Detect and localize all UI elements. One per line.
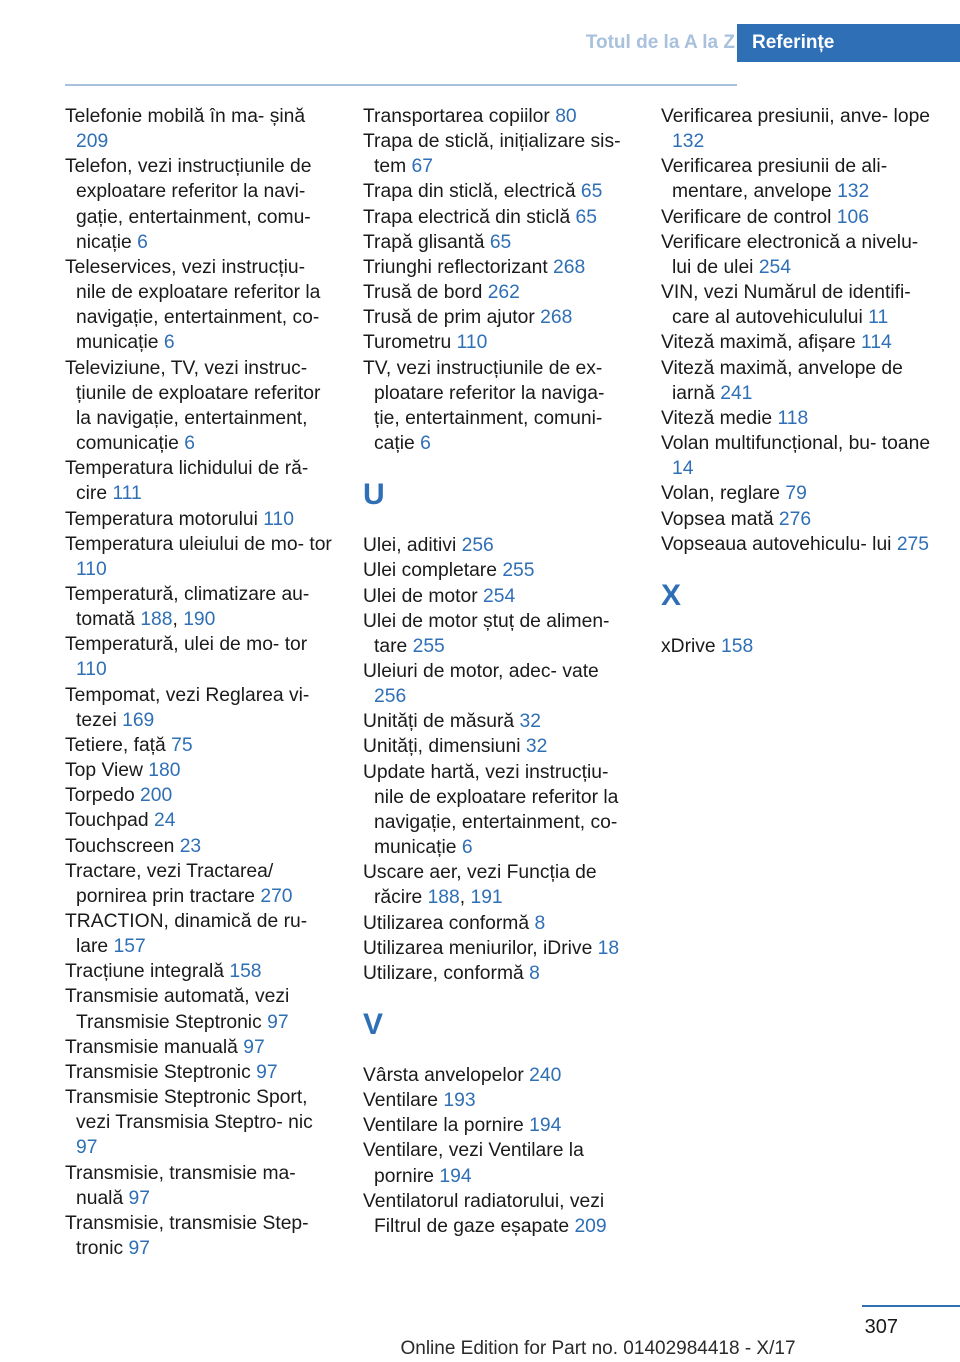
index-entry	[65, 1060, 335, 1085]
page-reference-link[interactable]: 268	[553, 256, 586, 278]
index-entry	[661, 507, 931, 532]
index-entry-term: Triunghi reflectorizant	[363, 256, 554, 278]
index-entry-term: Uscare aer, vezi Funcția de răcire	[363, 862, 597, 909]
index-entry-term: Vopsea mată	[661, 508, 779, 530]
page-reference-link[interactable]: 18	[597, 937, 620, 959]
index-entry-term: Trusă de bord	[363, 282, 488, 304]
index-entry-term: Verificarea presiunii, anve‐ lope	[661, 106, 931, 127]
index-entry-term: Utilizarea meniurilor, iDrive	[363, 937, 598, 959]
index-entry-term: Transmisie Steptronic Sport, vezi Transmisia Steptro‐ nic	[65, 1087, 313, 1134]
index-entry	[363, 356, 633, 457]
page-reference-link[interactable]: 240	[529, 1065, 562, 1086]
page-reference-link[interactable]: 157	[113, 936, 146, 958]
index-entry-term: Transmisie Steptronic	[65, 1061, 257, 1083]
page-reference-link[interactable]: 97	[243, 1036, 265, 1058]
index-entry	[363, 584, 633, 609]
header-chapter-tab: Referințe	[737, 24, 960, 62]
page-reference-link[interactable]: 97	[128, 1238, 150, 1260]
page-header	[0, 24, 960, 62]
page-reference-link[interactable]: 191	[470, 887, 503, 909]
index-entry-term: Teleservices, vezi instrucțiu‐ nile de exploatare referitor la navigație, entertainment, co‐ municație	[65, 256, 321, 354]
index-entry	[661, 356, 931, 406]
page-reference-link[interactable]: 268	[540, 307, 573, 329]
header-section-title: Totul de la A la Z	[585, 32, 735, 53]
page-reference-link[interactable]: 256	[374, 686, 407, 708]
index-entry	[363, 280, 633, 305]
index-entry-term: Turometru	[363, 332, 457, 354]
index-entry-term: Trusă de prim ajutor	[363, 307, 541, 329]
page-reference-link[interactable]: 111	[112, 483, 142, 505]
header-rule	[65, 84, 737, 86]
page-reference-link[interactable]: 110	[76, 659, 107, 681]
page-reference-link[interactable]: 110	[263, 508, 295, 530]
index-entry-term: Transmisie, transmisie ma‐ nuală	[65, 1162, 296, 1209]
page-reference-link[interactable]: 118	[777, 407, 809, 429]
page-reference-link[interactable]: 14	[672, 458, 694, 480]
page-reference-link[interactable]: 32	[525, 736, 548, 758]
index-entry-term: Ulei de motor ștuț de alimen‐ tare	[363, 610, 610, 657]
index-entry-term: Tetiere, față	[65, 734, 172, 756]
index-entry	[363, 558, 633, 583]
page-reference-link[interactable]: 270	[260, 885, 293, 907]
index-entry-term: xDrive	[661, 635, 721, 657]
index-entry	[661, 330, 931, 355]
page-reference-link[interactable]: 97	[128, 1187, 150, 1209]
page-reference-link[interactable]: 194	[439, 1165, 472, 1187]
index-entry-term: Temperatura lichidului de ră‐ cire	[65, 458, 309, 505]
page-reference-link[interactable]: 276	[778, 508, 812, 530]
index-entry	[65, 507, 335, 532]
index-letter-heading: V	[363, 1008, 384, 1041]
index-entry	[65, 255, 335, 356]
index-entry	[363, 936, 633, 961]
index-entry	[363, 760, 633, 861]
index-entry-term: Transmisie, transmisie Step‐ tronic	[65, 1212, 309, 1260]
footer-rule	[862, 1305, 960, 1307]
page-reference-link[interactable]: 241	[720, 382, 753, 404]
index-entry-term: Transmisie manuală	[65, 1036, 244, 1058]
index-entry	[661, 406, 931, 431]
index-entry-term: Telefon, vezi instrucțiunile de exploatare referitor la navi‐ gație, entertainment, comu‐ nicație	[65, 156, 312, 253]
index-entry: Temperatură, climatizare au‐ tomată 188, 190	[65, 583, 310, 631]
index-entry-term: Verificare electronică a nivelu‐ lui de ulei	[661, 231, 919, 278]
index-entry-term: Temperatură, ulei de mo‐ tor	[65, 634, 308, 656]
page-reference-link[interactable]: 209	[574, 1215, 607, 1237]
page-reference-link[interactable]: 262	[487, 282, 520, 304]
index-entry	[65, 683, 335, 733]
index-entry	[363, 205, 633, 230]
page-reference-link[interactable]: 23	[179, 835, 202, 857]
index-entry-term: Trapă glisantă	[363, 231, 490, 253]
page-reference-link[interactable]: 67	[411, 156, 433, 178]
index-entry	[65, 632, 335, 682]
index-entry-term: Trapa de sticlă, inițializare sis‐ tem	[363, 131, 621, 178]
index-entry	[661, 634, 931, 659]
index-column-3	[661, 104, 931, 659]
index-entry	[661, 230, 931, 280]
index-entry	[65, 984, 335, 1034]
index-entry-term: Temperatura uleiului de mo‐ tor	[65, 533, 332, 555]
index-entry-term: Update hartă, vezi instrucțiu‐ nile de exploatare referitor la navigație, entertainment, co‐ municație	[363, 761, 619, 859]
index-entry	[65, 1035, 335, 1060]
index-entry	[65, 104, 335, 154]
index-entry	[363, 230, 633, 255]
index-entry	[661, 154, 931, 204]
index-entry	[65, 1211, 335, 1261]
page-number: 307	[864, 1316, 898, 1338]
index-entry	[363, 734, 633, 759]
index-entry-term: Verificare de control	[661, 206, 837, 228]
index-entry	[363, 255, 633, 280]
page-reference-link[interactable]: 65	[489, 231, 512, 253]
index-entry-term: Ulei completare	[363, 560, 503, 582]
index-entry	[65, 456, 335, 506]
index-entry	[363, 1088, 633, 1113]
index-entry	[65, 834, 335, 859]
index-entry	[65, 356, 335, 457]
index-entry	[65, 733, 335, 758]
page-reference-link[interactable]: 158	[229, 961, 262, 983]
page-reference-link[interactable]: 180	[148, 760, 181, 782]
index-entry-term: Ventilare	[363, 1090, 444, 1112]
page-reference-link[interactable]: 275	[896, 533, 929, 555]
index-entry-term: Tempomat, vezi Reglarea vi‐ tezei	[65, 684, 310, 731]
index-entry	[363, 1063, 633, 1088]
page-reference-link[interactable]: 97	[256, 1061, 278, 1083]
index-column-2	[363, 104, 633, 1239]
index-entry	[363, 609, 633, 659]
page-reference-link[interactable]: 6	[420, 433, 431, 455]
index-entry-term: Uleiuri de motor, adec‐ vate	[363, 660, 599, 682]
index-entry	[363, 305, 633, 330]
index-entry	[363, 961, 633, 986]
page-reference-link[interactable]: 132	[672, 131, 705, 153]
page-reference-link[interactable]: 194	[529, 1115, 562, 1137]
index-entry	[363, 129, 633, 179]
edition-footer: Online Edition for Part no. 01402984418 - X/17	[400, 1338, 796, 1359]
index-entry	[363, 911, 633, 936]
index-entry-term: Viteză maximă, anvelope de iarnă	[661, 357, 903, 404]
page-reference-link[interactable]: 256	[461, 535, 494, 557]
index-entry-term: Ulei de motor	[363, 585, 484, 607]
index-entry-term: Touchscreen	[65, 835, 180, 857]
index-entry	[661, 431, 931, 481]
index-entry-term: Temperatură, climatizare au‐ tomată	[65, 583, 310, 631]
index-entry-term: Transmisie automată, vezi Transmisie Steptronic	[65, 986, 290, 1033]
index-entry	[363, 104, 633, 129]
page-reference-link[interactable]: 32	[519, 711, 541, 733]
page-reference-link[interactable]: 24	[153, 810, 176, 832]
page-reference-link[interactable]: 8	[534, 912, 546, 934]
index-entry-term: Vârsta anvelopelor	[363, 1065, 530, 1086]
index-entry	[363, 1138, 633, 1188]
index-entry-term: Unități, dimensiuni	[363, 736, 526, 758]
index-entry	[661, 280, 931, 330]
index-entry	[661, 104, 931, 154]
index-entry	[65, 783, 335, 808]
index-entry	[363, 1113, 633, 1138]
page-reference-link[interactable]: 79	[785, 483, 807, 505]
index-entry-term: Temperatura motorului	[65, 508, 264, 530]
index-entry-term: Viteză medie	[661, 407, 778, 429]
index-entry-term: Touchpad	[65, 810, 154, 832]
index-entry-term: Volan multifuncțional, bu‐ toane	[661, 433, 931, 455]
index-entry	[65, 1161, 335, 1211]
index-entry-term: Ventilare, vezi Ventilare la pornire	[363, 1140, 584, 1187]
index-entry-term: Viteză maximă, afișare	[661, 332, 862, 354]
index-column-1	[65, 104, 335, 1261]
index-entry	[363, 659, 633, 709]
index-entry-term: Vopseaua autovehiculu‐ lui	[661, 533, 897, 555]
page-reference-link[interactable]: 65	[580, 181, 603, 203]
index-entry	[363, 709, 633, 734]
index-entry	[65, 532, 335, 582]
page-reference-link[interactable]: 97	[76, 1137, 98, 1159]
index-entry	[65, 1085, 335, 1160]
index-entry-term: Transportarea copiilor	[363, 106, 556, 127]
index-letter-heading: U	[363, 478, 385, 512]
index-entry-term: Ulei, aditivi	[363, 535, 462, 557]
page-reference-link[interactable]: 132	[837, 181, 870, 203]
page-reference-link[interactable]: 254	[758, 256, 791, 278]
index-entry	[363, 330, 633, 355]
page-reference-link[interactable]: 255	[502, 560, 535, 582]
index-entry	[65, 154, 335, 255]
page-reference-link[interactable]: 8	[529, 962, 540, 984]
page-reference-link[interactable]: 169	[122, 709, 155, 731]
index-entry-term: Tractare, vezi Tractarea/ pornirea prin tractare	[65, 860, 274, 907]
index-entry-term: Verificarea presiunii de ali‐ mentare, anvelope	[661, 156, 888, 203]
page-reference-link[interactable]: 114	[861, 332, 892, 354]
page-reference-link[interactable]: 158	[721, 635, 754, 657]
page-reference-link[interactable]: 110	[456, 332, 488, 354]
index-entry-term: Ventilatorul radiatorului, vezi Filtrul de gaze eșapate	[363, 1190, 605, 1237]
page-reference-link[interactable]: 6	[163, 332, 175, 354]
index-entry-term: Tracțiune integrală	[65, 961, 230, 983]
index-entry-term: Ventilare la pornire	[363, 1115, 530, 1137]
page-reference-link[interactable]: 75	[171, 734, 193, 756]
page-reference-link[interactable]: 200	[140, 785, 173, 807]
index-entry	[661, 205, 931, 230]
index-entry-term: Trapa din sticlă, electrică	[363, 181, 581, 203]
page-reference-link[interactable]: 80	[555, 106, 577, 127]
page-reference-link[interactable]: 6	[137, 231, 148, 253]
page-reference-link[interactable]: 65	[575, 206, 597, 228]
index-entry	[661, 532, 931, 557]
index-entry-term: Utilizarea conformă	[363, 912, 535, 934]
index-entry-term: Top View	[65, 760, 149, 782]
page-reference-link[interactable]: 190	[183, 609, 216, 631]
page-reference-link[interactable]: 11	[868, 307, 889, 329]
index-entry	[65, 859, 335, 909]
page-reference-link[interactable]: 188	[427, 887, 460, 909]
index-entry	[363, 1189, 633, 1239]
page-reference-link[interactable]: 255	[412, 635, 445, 657]
index-entry-term: TRACTION, dinamică de ru‐ lare	[65, 911, 308, 958]
index-entry	[65, 808, 335, 833]
index-entry-term: TV, vezi instrucțiunile de ex‐ ploatare referitor la naviga‐ ție, entertainment, comuni‐ cație	[363, 357, 605, 455]
index-entry	[363, 179, 633, 204]
index-letter-heading: X	[661, 578, 682, 612]
index-entry	[65, 959, 335, 984]
index-entry	[661, 481, 931, 506]
index-entry-term: Unități de măsură	[363, 711, 520, 733]
index-entry	[363, 533, 633, 558]
index-entry-term: Volan, reglare	[661, 483, 786, 505]
index-entry	[65, 909, 335, 959]
page-reference-link[interactable]: 97	[267, 1011, 289, 1033]
index-entry-term: Torpedo	[65, 785, 141, 807]
page-reference-link[interactable]: 209	[76, 131, 109, 153]
page-reference-link[interactable]: 254	[483, 585, 516, 607]
page-reference-link[interactable]: 110	[76, 558, 107, 580]
page-reference-link[interactable]: 6	[461, 837, 473, 859]
index-entry-term: Utilizare, conformă	[363, 962, 530, 984]
index-entry	[65, 758, 335, 783]
page-reference-link[interactable]: 188	[140, 609, 173, 631]
page-reference-link[interactable]: 193	[443, 1090, 476, 1112]
index-entry-term: VIN, vezi Numărul de identifi‐ care al autovehiculului	[661, 282, 911, 329]
page-reference-link[interactable]: 6	[184, 433, 195, 455]
index-entry-term: Televiziune, TV, vezi instruc‐ țiunile de exploatare referitor la navigație, entertainment, comunicație	[65, 357, 321, 455]
index-entry-term: Trapa electrică din sticlă	[363, 206, 576, 228]
index-entry: Uscare aer, vezi Funcția de răcire 188, 191	[363, 862, 597, 909]
page-reference-link[interactable]: 106	[836, 206, 869, 228]
index-entry-term: Telefonie mobilă în ma‐ șină	[65, 106, 306, 127]
